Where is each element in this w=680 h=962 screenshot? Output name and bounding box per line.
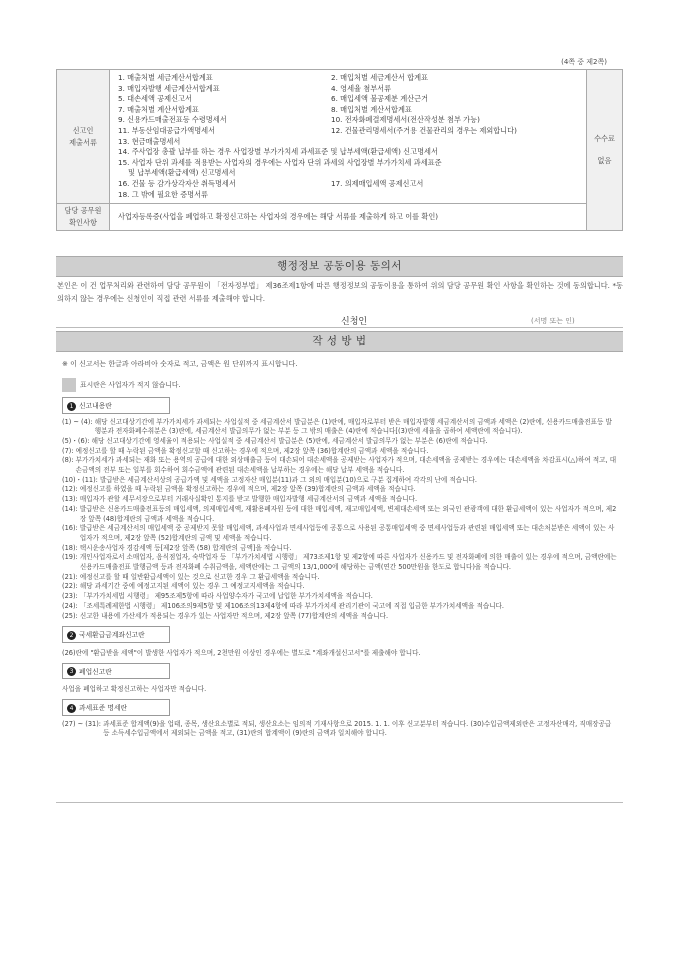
instruction-number: (5)・(6):	[62, 436, 92, 445]
instruction-item	[62, 447, 618, 457]
divider	[56, 327, 623, 328]
section-2-header	[62, 626, 170, 643]
section-2-title: 국세환급금계좌신고란	[79, 631, 145, 640]
doc-item: 12. 건물관리명세서(주거용 건물관리의 경우는 제외합니다)	[331, 125, 517, 135]
doc-item: 6. 매입세액 불공제분 계산근거	[331, 94, 429, 104]
instruction-item	[62, 612, 618, 622]
fee-cell	[587, 70, 623, 231]
doc-row	[118, 115, 582, 126]
submission-label-line2: 제출서류	[69, 137, 97, 147]
section-3-text: 사업을 폐업하고 확정신고하는 사업자만 적습니다.	[62, 685, 207, 694]
doc-item-17: 17. 의제매입세액 공제신고서	[331, 178, 424, 188]
bottom-divider	[56, 802, 623, 803]
shaded-box-icon	[62, 378, 76, 392]
number-circle-icon: 3	[67, 667, 76, 676]
instruction-number: (27) ~ (31):	[62, 719, 104, 728]
doc-item-14: 14. 주사업장 총괄 납부를 하는 경우 사업장별 부가가치세 과세표준 및 납부세액(환급세액) 신고명세서	[118, 147, 438, 157]
instruction-item	[62, 476, 618, 486]
instruction-text: 매입자가 관할 세무서장으로부터 거래사실확인 통지를 받고 발행한 매입자발행 세금계산서의 금액과 세액을 적습니다.	[79, 495, 418, 504]
consent-text: 본인은 이 건 업무처리와 관련하여 담당 공무원이 「전자정부법」 제36조제1항에 따른 행정정보의 공동이용을 통하여 위의 담당 공무원 확인 사항을 확인하는 것에 동의합니다. *동의하지 않는 경우에는 신청인이 직접 관련 서류를 제출해야 합니다.	[57, 281, 623, 303]
instructions	[62, 357, 618, 739]
instruction-item	[62, 544, 618, 554]
instruction-item	[62, 524, 618, 543]
number-circle-icon: 4	[67, 704, 76, 713]
doc-row	[118, 105, 582, 116]
instruction-number: (24):	[62, 601, 80, 610]
page-number: (4쪽 중 제2쪽)	[561, 58, 607, 66]
instruction-item	[62, 582, 618, 592]
shaded-note: 표시란은 사업자가 적지 않습니다.	[80, 381, 181, 389]
number-circle-icon: 1	[67, 402, 76, 411]
doc-item: 2. 매입처별 세금계산서 합계표	[331, 73, 429, 82]
doc-item-15: 15. 사업자 단위 과세를 적용받는 사업자의 경우에는 사업자 단위 과세의 사업장별 부가가치세 과세표준	[118, 157, 442, 167]
instruction-text: 「조세특례제한법 시행령」 제106조의9제5항 및 제106조의13제4항에 따라 부가가치세 관리기관이 국고에 직접 입금한 부가가치세액을 적습니다.	[79, 601, 505, 610]
officer-check-text: 사업자등록증(사업을 폐업하고 확정신고하는 사업자의 경우에는 해당 서류를 제출하게 하고 이를 확인)	[110, 204, 587, 231]
instruction-number: (25):	[62, 611, 80, 620]
consent-title: 행정정보 공동이용 동의서	[56, 256, 623, 277]
sign-note: (서명 또는 인)	[531, 317, 575, 325]
instruction-text: 택시운송사업자 경감세액 등[제2장 앞쪽 (58) 합계란의 금액]을 적습니다.	[79, 543, 292, 552]
signer-label: 신청인	[341, 317, 368, 327]
doc-item: 9. 신용카드매출전표등 수령명세서	[118, 115, 227, 125]
instruction-text: 발급받은 세금계산서의 매입세액 중 공제받지 못할 매입세액, 과세사업과 면세사업등에 공통으로 사용된 공통매입세액 중 면세사업등과 관련된 매입세액 또는 대손처분받은 세액이 있는 사업자가 적으며, 제2장 앞쪽 (52)합계란의 금액 및 세액을 적습니다.	[79, 524, 615, 542]
instruction-text: 과세표준 합계액(9)을 업태, 종목, 생산요소별로 적되, 생산요소는 임의적 기재사항으로 2015. 1. 1. 이후 신고분부터 적습니다. (30)수입금액제외란은 고정자산매각, 직매장공급 등 소득세수입금액에서 제외되는 금액을 적고, (31)란의 합계액이 (9)란의 금액과 일치해야 합니다.	[103, 719, 612, 738]
instruction-number: (13):	[62, 495, 80, 504]
shaded-note-row	[62, 378, 618, 392]
doc-item: 5. 대손세액 공제신고서	[118, 94, 192, 104]
section-1-header	[62, 397, 170, 414]
section-4-title: 과세표준 명세란	[79, 704, 128, 713]
instruction-text: 발급받은 신용카드매출전표등의 매입세액, 의제매입세액, 재활용폐자원 등에 대한 매입세액, 재고매입세액, 변제대손세액 또는 외국인 관광객에 대한 환급세액이 있는 사업자가 적으며, 제2장 앞쪽 (48)합계란의 금액과 세액을 적습니다.	[79, 504, 617, 523]
instruction-item	[62, 495, 618, 505]
doc-item: 10. 전자화폐결제명세서(전산작성분 첨부 가능)	[331, 115, 480, 125]
instruction-number: (19):	[62, 553, 80, 562]
doc-item: 7. 매출처별 계산서합계표	[118, 104, 199, 114]
doc-item: 3. 매입자발행 세금계산서합계표	[118, 83, 220, 93]
submission-docs-list	[110, 70, 587, 204]
section-3-header	[62, 663, 170, 680]
doc-item: 1. 매출처별 세금계산서합계표	[118, 73, 213, 82]
doc-row	[118, 73, 582, 84]
instruction-item	[62, 602, 618, 612]
instruction-text: 해당 신고대상기간에 영세율이 적용되는 사업실적 중 세금계산서 발급분은 (5)란에, 세금계산서 발급의무가 없는 부분은 (6)란에 적습니다.	[91, 436, 488, 445]
instruction-text: 발급받은 세금계산서상의 공급가액 및 세액을 고정자산 매입분(11)과 그 외의 매입분(10)으로 구분 집계하여 각각의 난에 적습니다.	[99, 475, 477, 484]
instruction-number: (16):	[62, 524, 80, 533]
method-note: ※ 이 신고서는 한글과 아라비아 숫자로 적고, 금액은 원 단위까지 표시합니다.	[62, 360, 298, 368]
instruction-item	[62, 485, 618, 495]
instruction-number: (21):	[62, 572, 80, 581]
instruction-text: 해당 과세기간 중에 예정고지된 세액이 있는 경우 그 예정고지세액을 적습니다.	[79, 582, 305, 591]
section-2-text: (26)란에 "환급받을 세액"이 발생한 사업자가 적으며, 2천만원 이상인 경우에는 별도로 "계좌개설신고서"를 제출해야 합니다.	[62, 648, 421, 657]
instruction-number: (7):	[62, 446, 76, 455]
doc-row	[118, 190, 582, 201]
doc-item-16: 16. 건물 등 감가상각자산 취득명세서	[118, 178, 236, 188]
number-circle-icon: 2	[67, 631, 76, 640]
fee-label: 수수료	[594, 134, 615, 144]
instruction-text: 개인사업자로서 소매업자, 음식점업자, 숙박업자 등 「부가가치세법 시행령」 제73조제1항 및 제2항에 따른 사업자가 신용카드 및 전자화폐에 의한 매출이 있는 경우에 적으며, 금액란에는 신용카드매출전표 발행금액 등과 전자화폐 수취금액을, 세액란에는 그 금액의 13/1,000에 해당하는 금액(연간 500만원을 한도로 합니다)을 적습니다.	[79, 553, 617, 572]
section-4-header	[62, 699, 170, 716]
instruction-item	[62, 573, 618, 583]
section-4-items	[62, 720, 618, 739]
doc-item: 8. 매입처별 계산서합계표	[331, 104, 412, 114]
instruction-item	[62, 505, 618, 524]
instruction-item	[62, 418, 618, 437]
doc-row	[118, 137, 582, 148]
instruction-item	[62, 720, 618, 739]
method-title: 작 성 방 법	[56, 331, 623, 352]
officer-label-line1: 담당 공무원	[64, 206, 102, 216]
instruction-text: 예정신고를 할 때 일반환급세액이 있는 것으로 신고한 경우 그 환급세액을 적습니다.	[79, 572, 320, 581]
instruction-number: (10)・(11):	[62, 475, 100, 484]
instruction-item	[62, 592, 618, 602]
doc-item-15-cont: 및 납부세액(환급세액) 신고명세서	[128, 168, 236, 178]
section-1-items	[62, 418, 618, 622]
doc-item-18: 18. 그 밖에 필요한 증명서류	[118, 189, 209, 199]
instruction-item	[62, 456, 618, 475]
submission-label-line1: 신고인	[72, 125, 94, 135]
instruction-text: 부가가치세가 과세되는 재화 또는 용역의 공급에 대한 외상매출금 등이 대손되어 대손세액을 공제받는 사업자가 적으며, 대손세액을 공제받는 경우에는 대손세액을 차감표시(△)하여 적고, 대손금액의 전부 또는 일부를 회수하여 회수금액에 관련된 대손세액을 납부하는 경우에는 해당 납부 세액을 적습니다.	[75, 456, 617, 475]
officer-label-line2: 확인사항	[69, 218, 97, 228]
section-1-title: 신고내용란	[79, 402, 112, 410]
doc-row	[118, 126, 582, 137]
doc-item: 13. 현금매출명세서	[118, 136, 181, 146]
doc-row	[118, 94, 582, 105]
fee-value: 없음	[597, 156, 612, 166]
instruction-item	[62, 437, 618, 447]
instruction-text: 「부가가치세법 시행령」 제95조제5항에 따라 사업양수자가 국고에 납입한 부가가치세액을 적습니다.	[79, 592, 373, 601]
instruction-number: (18):	[62, 543, 80, 552]
submission-docs-label	[57, 70, 110, 204]
doc-row	[118, 179, 582, 190]
instruction-number: (14):	[62, 504, 80, 513]
doc-row	[118, 84, 582, 95]
instruction-number: (1) ~ (4):	[62, 417, 95, 426]
instruction-text: 신고한 내용에 가산세가 적용되는 경우가 있는 사업자만 적으며, 제2장 앞쪽 (77)합계란의 세액을 적습니다.	[79, 611, 389, 620]
instruction-number: (22):	[62, 582, 80, 591]
instruction-item	[62, 553, 618, 572]
officer-check-label	[57, 204, 110, 231]
instruction-text: 예정신고를 할 때 누락된 금액을 확정신고할 때 신고하는 경우에 적으며, 제2장 앞쪽 (36)합계란의 금액과 세액을 적습니다.	[75, 446, 429, 455]
doc-item: 4. 영세율 첨부서류	[331, 83, 392, 93]
instruction-text: 예정신고를 하였을 때 누락된 금액을 확정신고하는 경우에 적으며, 제2장 앞쪽 (39)합계란의 금액과 세액을 적습니다.	[79, 485, 416, 494]
doc-item: 11. 부동산임대공급가액명세서	[118, 125, 216, 135]
section-3-title: 폐업신고란	[79, 667, 112, 676]
instruction-number: (12):	[62, 485, 80, 494]
instruction-text: 해당 신고대상기간에 부가가치세가 과세되는 사업실적 중 세금계산서 발급분은 (1)란에, 매입자로부터 받은 매입자발행 세금계산서의 금액과 세액은 (2)란에, 신용카드매출전표등 발행분과 전자화폐수취분은 (3)란에, 세금계산서 발급의무가 없는 부분 등 그 밖의 매출은 (4)란에 적습니다[(3)란에 세율을 곱하여 세액란에 적습니다).	[94, 417, 612, 436]
instruction-number: (8):	[62, 456, 76, 465]
instruction-number: (23):	[62, 592, 80, 601]
attachments-table	[56, 69, 623, 231]
